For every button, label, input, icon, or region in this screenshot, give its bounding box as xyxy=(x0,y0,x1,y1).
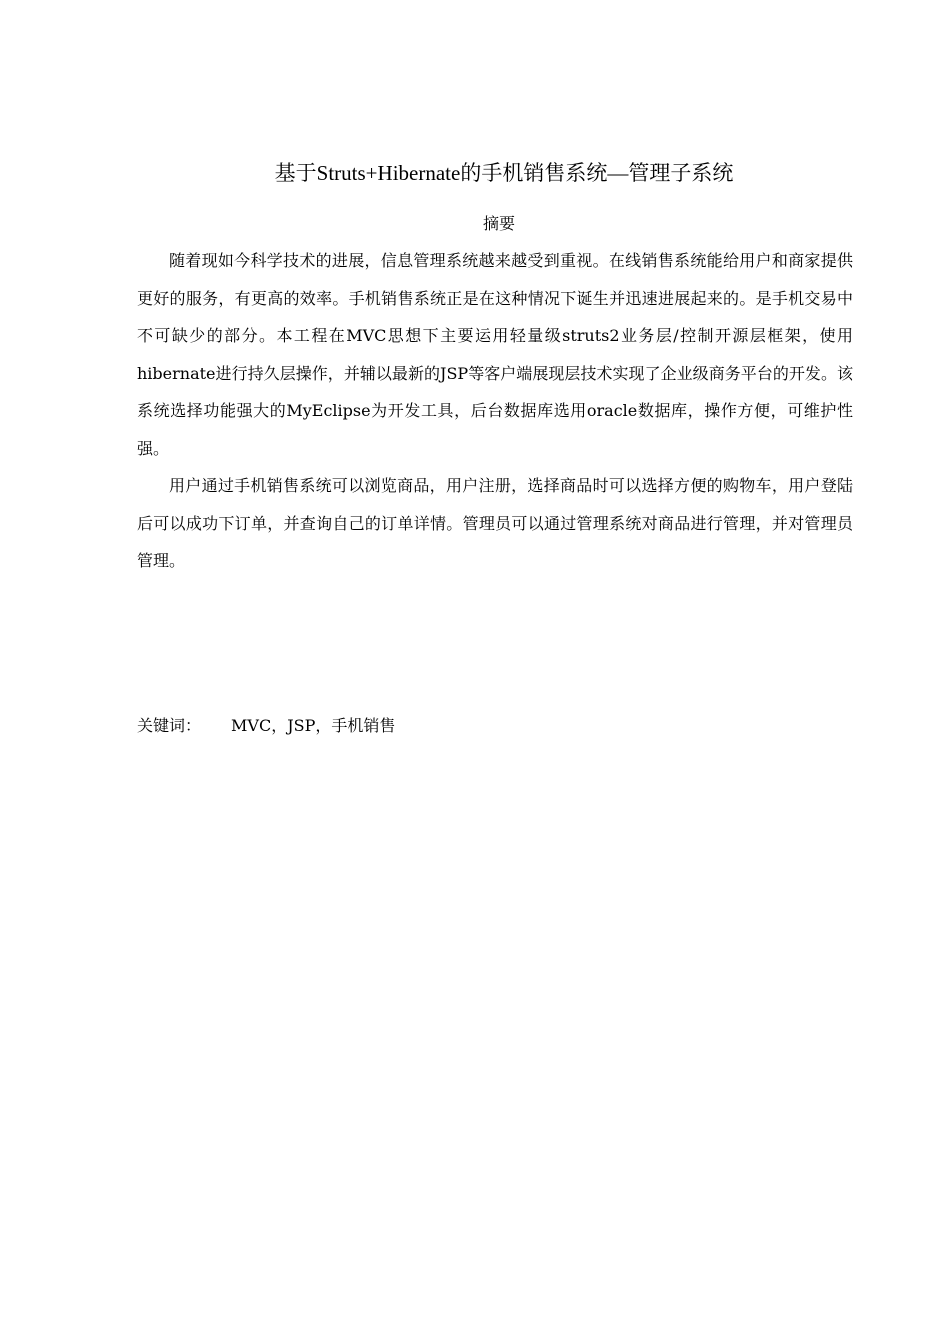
keywords-line xyxy=(137,712,853,741)
abstract-paragraph-1: 随着现如今科学技术的进展，信息管理系统越来越受到重视。在线销售系统能给用户和商家提供更好的服务，有更高的效率。手机销售系统正是在这种情况下诞生并迅速进展起来的。是手机交易中不可缺少的部分。本工程在MVC思想下主要运用轻量级struts2业务层/控制开源层框架，使用hibernate进行持久层操作，并辅以最新的JSP等客户端展现层技术实现了企业级商务平台的开发。该系统选择功能强大的MyEclipse为开发工具，后台数据库选用oracle数据库，操作方便，可维护性强。 xyxy=(137,251,853,458)
keywords-label: 关键词： xyxy=(137,716,202,735)
abstract-body xyxy=(137,242,853,580)
abstract-paragraph-2: 用户通过手机销售系统可以浏览商品，用户注册，选择商品时可以选择方便的购物车，用户登陆后可以成功下订单，并查询自己的订单详情。管理员可以通过管理系统对商品进行管理，并对管理员管理。 xyxy=(137,476,853,570)
document-title: 基于Struts+Hibernate的手机销售系统—管理子系统 xyxy=(274,161,734,185)
abstract-heading: 摘要 xyxy=(482,214,515,233)
keywords-values: MVC，JSP，手机销售 xyxy=(231,716,396,735)
